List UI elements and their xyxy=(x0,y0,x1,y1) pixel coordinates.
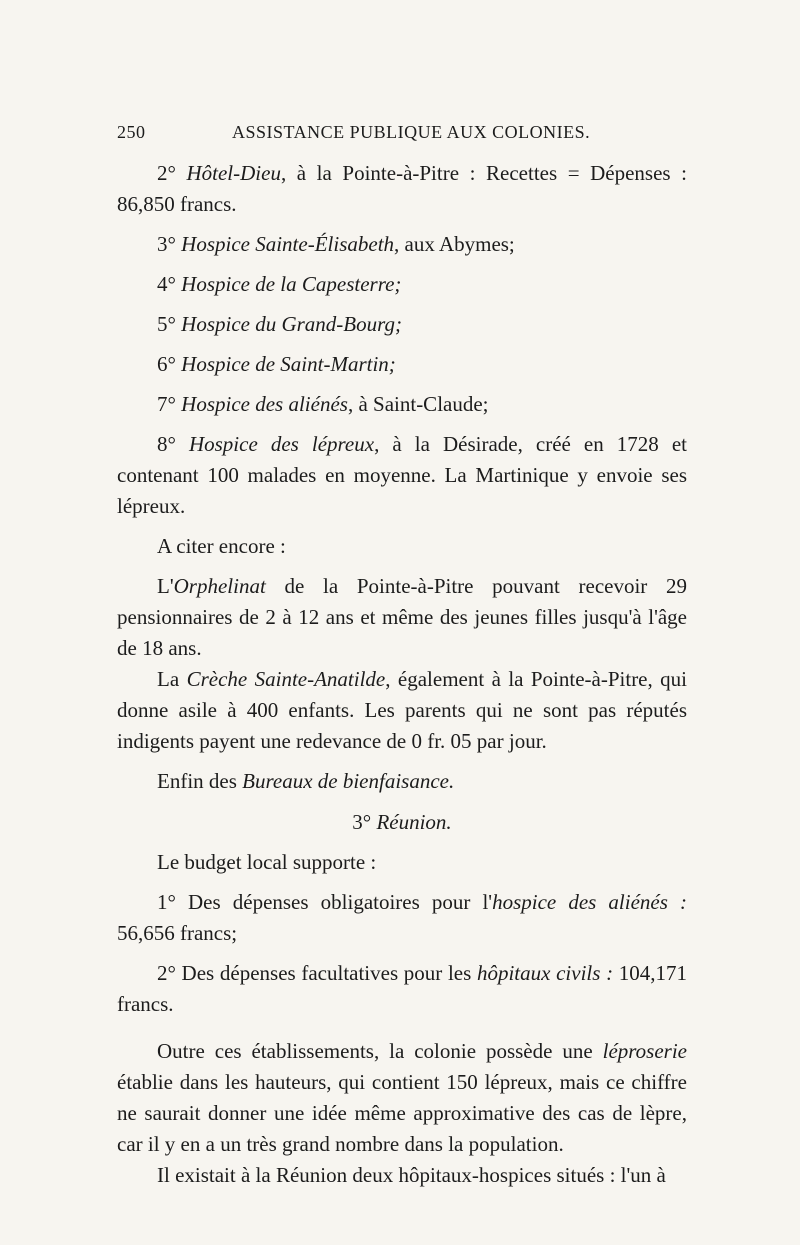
item-alienes: 7° Hospice des aliénés, à Saint-Claude; xyxy=(157,392,489,416)
item-hotel-dieu-title: Hôtel-Dieu xyxy=(186,161,281,185)
orphelinat-paragraph: L'Orphelinat de la Pointe-à-Pitre pouvant recevoir 29 pensionnaires de 2 à 12 ans et même des jeunes filles jusqu'à l'âge de 18 ans. xyxy=(117,574,687,660)
item-lepreux: 8° Hospice des lépreux, à la Désirade, créé en 1728 et contenant 100 malades en moyenne. La Martinique y envoie ses lépreux. xyxy=(117,432,687,518)
depenses-facultatives: 2° Des dépenses facultatives pour les hôpitaux civils : 104,171 francs. xyxy=(117,961,687,1016)
item-capesterre: 4° Hospice de la Capesterre; xyxy=(157,272,402,296)
section-heading: 3° Réunion. xyxy=(352,810,452,834)
last-line: Il existait à la Réunion deux hôpitaux-hospices situés : l'un à xyxy=(157,1163,666,1187)
item-hotel-dieu: 2° Hôtel-Dieu, à la Pointe-à-Pitre : Recettes = Dépenses : 86,850 francs. xyxy=(117,161,688,216)
leproserie-paragraph: Outre ces établissements, la colonie possède une léproserie établie dans les hauteurs, qui contient 150 lépreux, mais ce chiffre ne saurait donner une idée même approximative des cas de lèpre, car il y en a un très grand nombre dans la population. xyxy=(117,1039,687,1156)
running-title: ASSISTANCE PUBLIQUE AUX COLONIES. xyxy=(232,122,591,142)
page-body xyxy=(117,158,687,1191)
item-sainte-elisabeth: 3° Hospice Sainte-Élisabeth, aux Abymes; xyxy=(157,232,515,256)
item-grand-bourg: 5° Hospice du Grand-Bourg; xyxy=(157,312,403,336)
item-saint-martin: 6° Hospice de Saint-Martin; xyxy=(157,352,396,376)
creche-paragraph: La Crèche Sainte-Anatilde, également à la Pointe-à-Pitre, qui donne asile à 400 enfants. Les parents qui ne sont pas réputés indigents payent une redevance de 0 fr. 05 par jour. xyxy=(117,667,687,753)
depenses-obligatoires: 1° Des dépenses obligatoires pour l'hospice des aliénés : 56,656 francs; xyxy=(117,890,687,945)
item-sainte-elisabeth-title: Hospice Sainte-Élisabeth xyxy=(181,232,395,256)
enfin-paragraph: Enfin des Bureaux de bienfaisance. xyxy=(157,769,455,793)
budget-intro: Le budget local supporte : xyxy=(157,850,377,874)
citer-encore: A citer encore : xyxy=(157,534,286,558)
page-number: 250 xyxy=(117,122,146,142)
